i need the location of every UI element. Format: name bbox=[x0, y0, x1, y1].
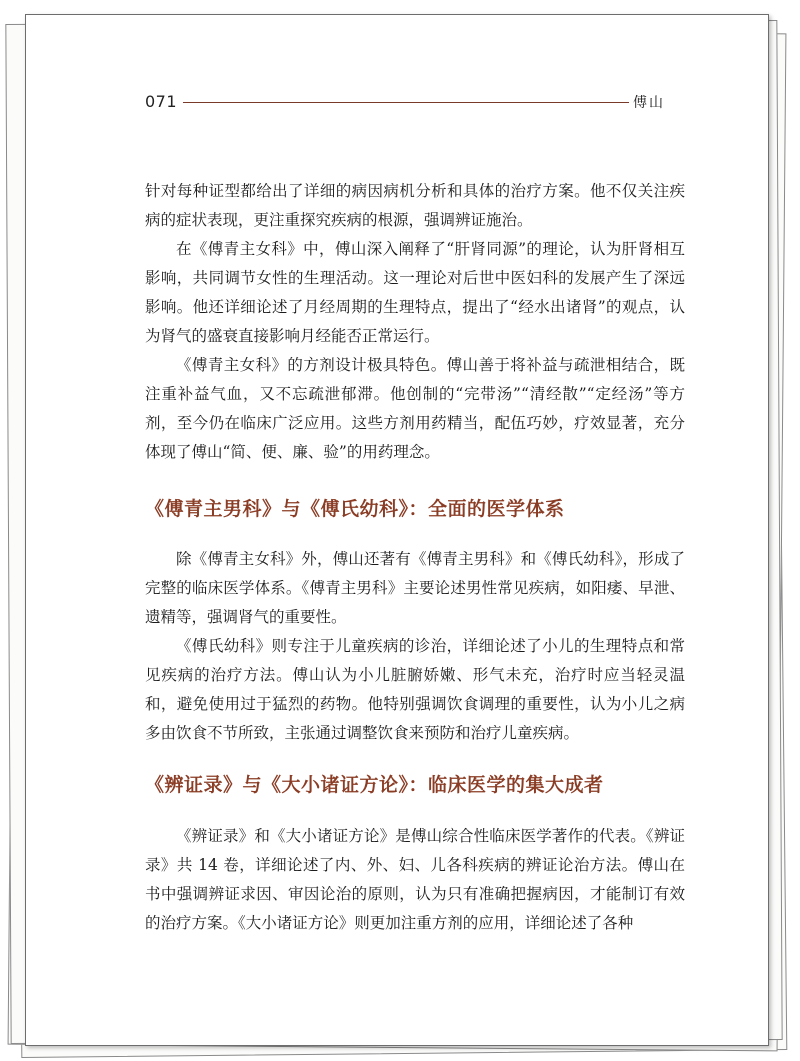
section-heading-1: 《傅青主男科》与《傅氏幼科》：全面的医学体系 bbox=[145, 498, 565, 520]
page-number: 071 bbox=[145, 92, 178, 111]
paragraph-6: 《辨证录》和《大小诸证方论》是傅山综合性临床医学著作的代表。《辨证录》共 14 卷，详细论述了内、外、妇、儿各科疾病的辨证论治方法。傅山在书中强调辨证求因、审因论治的原则，认为只有准确把握病因，才能制订有效的治疗方案。《大小诸证方论》则更加注重方剂的应用，详细论述了各种 bbox=[145, 827, 685, 932]
paragraph-1: 针对每种证型都给出了详细的病因病机分析和具体的治疗方案。他不仅关注疾病的症状表现，更注重探究疾病的根源，强调辨证施治。 bbox=[145, 182, 685, 229]
page-header bbox=[145, 92, 665, 112]
header-rule bbox=[183, 102, 629, 103]
paragraph-2: 在《傅青主女科》中，傅山深入阐释了“肝肾同源”的理论，认为肝肾相互影响，共同调节女性的生理活动。这一理论对后世中医妇科的发展产生了深远影响。他还详细论述了月经周期的生理特点，提出了“经水出诸肾”的观点，认为肾气的盛衰直接影响月经能否正常运行。 bbox=[145, 240, 685, 345]
paragraph-4: 除《傅青主女科》外，傅山还著有《傅青主男科》和《傅氏幼科》，形成了完整的临床医学体系。《傅青主男科》主要论述男性常见疾病，如阳痿、早泄、遗精等，强调肾气的重要性。 bbox=[145, 550, 685, 626]
paragraph-3: 《傅青主女科》的方剂设计极具特色。傅山善于将补益与疏泄相结合，既注重补益气血，又不忘疏泄郁滞。他创制的“完带汤”“清经散”“定经汤”等方剂，至今仍在临床广泛应用。这些方剂用药精当，配伍巧妙，疗效显著，充分体现了傅山“简、便、廉、验”的用药理念。 bbox=[145, 356, 685, 461]
section-heading-2: 《辨证录》与《大小诸证方论》：临床医学的集大成者 bbox=[145, 774, 604, 796]
paragraph-5: 《傅氏幼科》则专注于儿童疾病的诊治，详细论述了小儿的生理特点和常见疾病的治疗方法。傅山认为小儿脏腑娇嫩、形气未充，治疗时应当轻灵温和，避免使用过于猛烈的药物。他特别强调饮食调理的重要性，认为小儿之病多由饮食不节所致，主张通过调整饮食来预防和治疗儿童疾病。 bbox=[145, 637, 685, 742]
running-title: 傅山 bbox=[633, 95, 665, 111]
